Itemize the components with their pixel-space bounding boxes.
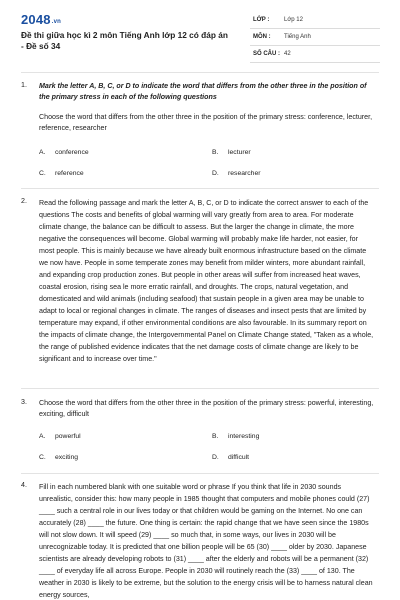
option-text: researcher [228, 170, 261, 177]
divider [21, 473, 379, 474]
question-4 [0, 481, 400, 600]
logo-text: 2048 [21, 12, 51, 27]
site-logo[interactable] [21, 12, 61, 27]
option-letter: C. [39, 454, 46, 461]
logo-suffix: .vn [51, 19, 62, 25]
option-letter: D. [212, 170, 219, 177]
option-text: difficult [228, 454, 250, 461]
option-letter: D. [212, 454, 219, 461]
question-3 [0, 398, 400, 468]
option-letter: A. [39, 433, 46, 440]
option-letter: C. [39, 170, 46, 177]
option-a[interactable] [39, 149, 89, 156]
meta-row-subject [250, 29, 380, 46]
option-d[interactable] [212, 454, 249, 461]
meta-value: Lớp 12 [284, 17, 303, 23]
question-1 [0, 81, 400, 186]
exam-meta-table [250, 12, 380, 63]
question-number: 1. [21, 81, 27, 89]
divider [21, 72, 379, 73]
reading-passage: Read the following passage and mark the letter A, B, C, or D to indicate the correct answer to each of the questions The costs and benefits of global warming will vary greatly from area to area. For moderate climate change, the balance can be difficult to assess. But the larger the change in climate, the more negative the consequences will become. Global warming will probably make life harder, not easier, for most people. This is mainly because we have already built enormous infrastructure based on the climate we now have. People in some temperate zones may benefit from milder winters, more abundant rainfall, and expanding crop production zones. But people in other areas will suffer from increased heat waves, coastal erosion, rising sea le more erratic rainfall, and droughts. The crops, natural vegetation, and domesticated and wild animals (including seafood) that sustain people in a given area may be unable to adapt to local or regional changes in climate. The ranges of diseases and insect pests that are limited by temperature may expand, if other environmental conditions are also favourable. In its summary report on the impacts of climate change, the Intergovernmental Panel on Climate Change stated, "Taken as a whole, the range of published evidence indicates that the net damage costs of climate change are likely to be significant and to increase over time." [39, 199, 374, 363]
page-title: Đề thi giữa học kì 2 môn Tiếng Anh lớp 12 có đáp án - Đề số 34 [21, 30, 228, 51]
option-text: exciting [55, 454, 79, 461]
question-number: 3. [21, 398, 27, 406]
divider [21, 188, 379, 189]
option-letter: B. [212, 149, 219, 156]
option-b[interactable] [212, 149, 251, 156]
option-letter: A. [39, 149, 46, 156]
meta-label: MÔN : [253, 34, 271, 40]
meta-label: SỐ CÂU : [253, 51, 280, 57]
meta-value: 42 [284, 51, 291, 57]
option-text: lecturer [228, 149, 251, 156]
meta-label: LỚP : [253, 17, 270, 23]
option-c[interactable] [39, 454, 78, 461]
question-prompt: Choose the word that differs from the other three in the position of the primary stress: conference, lecturer, reference, researcher [39, 113, 373, 132]
option-text: interesting [228, 433, 260, 440]
meta-value: Tiếng Anh [284, 34, 311, 40]
question-instruction: Mark the letter A, B, C, or D to indicate the word that differs from the other three in the position of the primary stress in each of the following questions [39, 82, 367, 101]
page-header [0, 0, 400, 65]
question-number: 2. [21, 197, 27, 205]
option-b[interactable] [212, 433, 259, 440]
cloze-passage: Fill in each numbered blank with one suitable word or phrase If you think that life in 2030 sounds unrealistic, consider this: how many people in 1985 thought that computers and mobile phones could (27) ____ such a central role in our lives today or that children would be gaming on the Internet. No one can accurately (28) ____ the future. One thing is certain: the rapid change that we have seen since the 1980s will not slow down. It will speed (29) ____ so much that, in some ways, our lives in 2030 will be unrecognizable today. It is predicted that one billion people will be 65 (30) ____ older by 2030. Japanese scientists are already developing robots to (31) ____ after the elderly and robots will be a permanent (32) ____ of everyday life all across Europe. People in 2030 will routinely reach the (33) ____ of 130. The weather in 2030 is likely to be extreme, but the solution to the energy crisis will be to harness natural clean energy sources, [39, 483, 373, 599]
divider [21, 388, 379, 389]
option-c[interactable] [39, 170, 84, 177]
option-text: reference [55, 170, 84, 177]
option-text: conference [55, 149, 89, 156]
option-letter: B. [212, 433, 219, 440]
meta-row-count [250, 46, 380, 63]
question-number: 4. [21, 481, 27, 489]
option-d[interactable] [212, 170, 261, 177]
question-prompt: Choose the word that differs from the other three in the position of the primary stress: powerful, interesting, exciting, difficult [39, 399, 374, 418]
question-2 [0, 197, 400, 383]
meta-row-class [250, 12, 380, 29]
option-a[interactable] [39, 433, 81, 440]
option-text: powerful [55, 433, 81, 440]
